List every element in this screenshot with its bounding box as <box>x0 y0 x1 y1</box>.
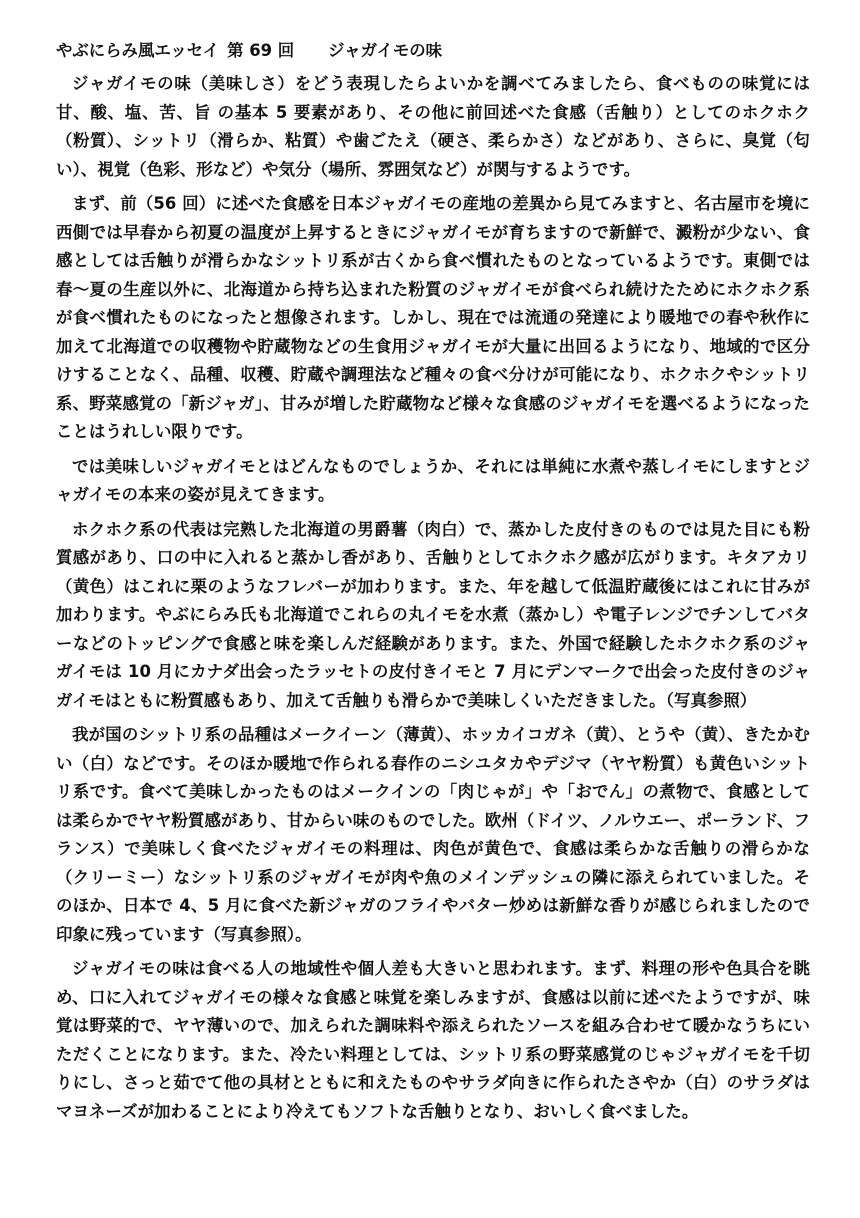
paragraph-shittori-type: 我が国のシットリ系の品種はメークイーン（薄黄）、ホッカイコガネ（黄）、とうや（黄）、きたかむい（白）などです。そのほか暖地で作られる春作のニシユタカやデジマ（ヤヤ粉質）も黄色いシットリ系です。食べて美味しかったものはメークインの「肉じゃが」や「おでん」の煮物で、食感としては柔らかでヤヤ粉質感があり、甘からい味のものでした。欧州（ドイツ、ノルウエー、ポーランド、フランス）で美味しく食べたジャガイモの料理は、肉色が黄色で、食感は柔らかな舌触りの滑らかな（クリーミー）なシットリ系のジャガイモが肉や魚のメインデッシュの隣に添えられていました。そのほか、日本で 4、5 月に食べた新ジャガのフライやバター炒めは新鮮な香りが感じられましたので印象に残っています（写真参照）。 <box>56 725 810 944</box>
series-title: やぶにらみ風エッセイ <box>56 41 220 60</box>
paragraph-conclusion: ジャガイモの味は食べる人の地域性や個人差も大きいと思われます。まず、料理の形や色具合を眺め、口に入れてジャガイモの様々な食感と味覚を楽しみますが、食感は以前に述べたようですが、味覚は野菜的で、ヤヤ薄いので、加えられた調味料や添えられたソースを組み合わせて暖かなうちにいただくことになります。また、冷たい料理としては、シットリ系の野菜感覚のじゃジャガイモを千切りにし、さっと茹でて他の具材とともに和えたものやサラダ向きに作られたさやか（白）のサラダはマヨネーズが加わることにより冷えてもソフトな舌触りとなり、おいしく食べました。 <box>56 959 810 1121</box>
paragraph-intro: ジャガイモの味（美味しさ）をどう表現したらよいかを調べてみましたら、食べものの味覚には甘、酸、塩、苦、旨 の基本 5 要素があり、その他に前回述べた食感（舌触り）としてのホクホク（粉質）、シットリ（滑らか、粘質）や歯ごたえ（硬さ、柔らかさ）などがあり、さらに、臭覚（匂い）、視覚（色彩、形など）や気分（場所、雰囲気など）が関与するようです。 <box>56 74 810 179</box>
paragraph-hokuhoku-type: ホクホク系の代表は完熟した北海道の男爵薯（肉白）で、蒸かした皮付きのものでは見た目にも粉質感があり、口の中に入れると蒸かし香があり、舌触りとしてホクホク感が広がります。キタアカリ（黄色）はこれに栗のようなフレバーが加わります。また、年を越して低温貯蔵後にはこれに甘みが加わります。やぶにらみ氏も北海道でこれらの丸イモを水煮（蒸かし）や電子レンジでチンしてバターなどのトッピングで食感と味を楽しんだ経験があります。また、外国で経験したホクホク系のジャガイモは 10 月にカナダ出会ったラッセトの皮付きイモと 7 月にデンマークで出会った皮付きのジャガイモはともに粉質感もあり、加えて舌触りも滑らかで美味しくいただきました。（写真参照） <box>56 519 810 710</box>
paragraph-simple-cooking: では美味しいジャガイモとはどんなものでしょうか、それには単純に水煮や蒸しイモにしますとジャガイモの本来の姿が見えてきます。 <box>56 456 810 504</box>
article-title: ジャガイモの味 <box>328 41 443 60</box>
essay-header <box>56 38 810 64</box>
issue-number: 第 69 回 <box>227 41 295 60</box>
paragraph-regional-texture: まず、前（56 回）に述べた食感を日本ジャガイモの産地の差異から見てみますと、名古屋市を境に西側では早春から初夏の温度が上昇するときにジャガイモが育ちますので新鮮で、澱粉が少ない、食感としては舌触りが滑らかなシットリ系が古くから食べ慣れたものとなっているようです。東側では春～夏の生産以外に、北海道から持ち込まれた粉質のジャガイモが食べられ続けたためにホクホク系が食べ慣れたものになったと想像されます。しかし、現在では流通の発達により暖地での春や秋作に加えて北海道での収穫物や貯蔵物などの生食用ジャガイモが大量に出回るようになり、地域的で区分けすることなく、品種、収穫、貯蔵や調理法など種々の食べ分けが可能になり、ホクホクやシットリ系、野菜感覚の「新ジャガ」、甘みが増した貯蔵物など様々な食感のジャガイモを選べるようになったことはうれしい限りです。 <box>56 194 810 441</box>
